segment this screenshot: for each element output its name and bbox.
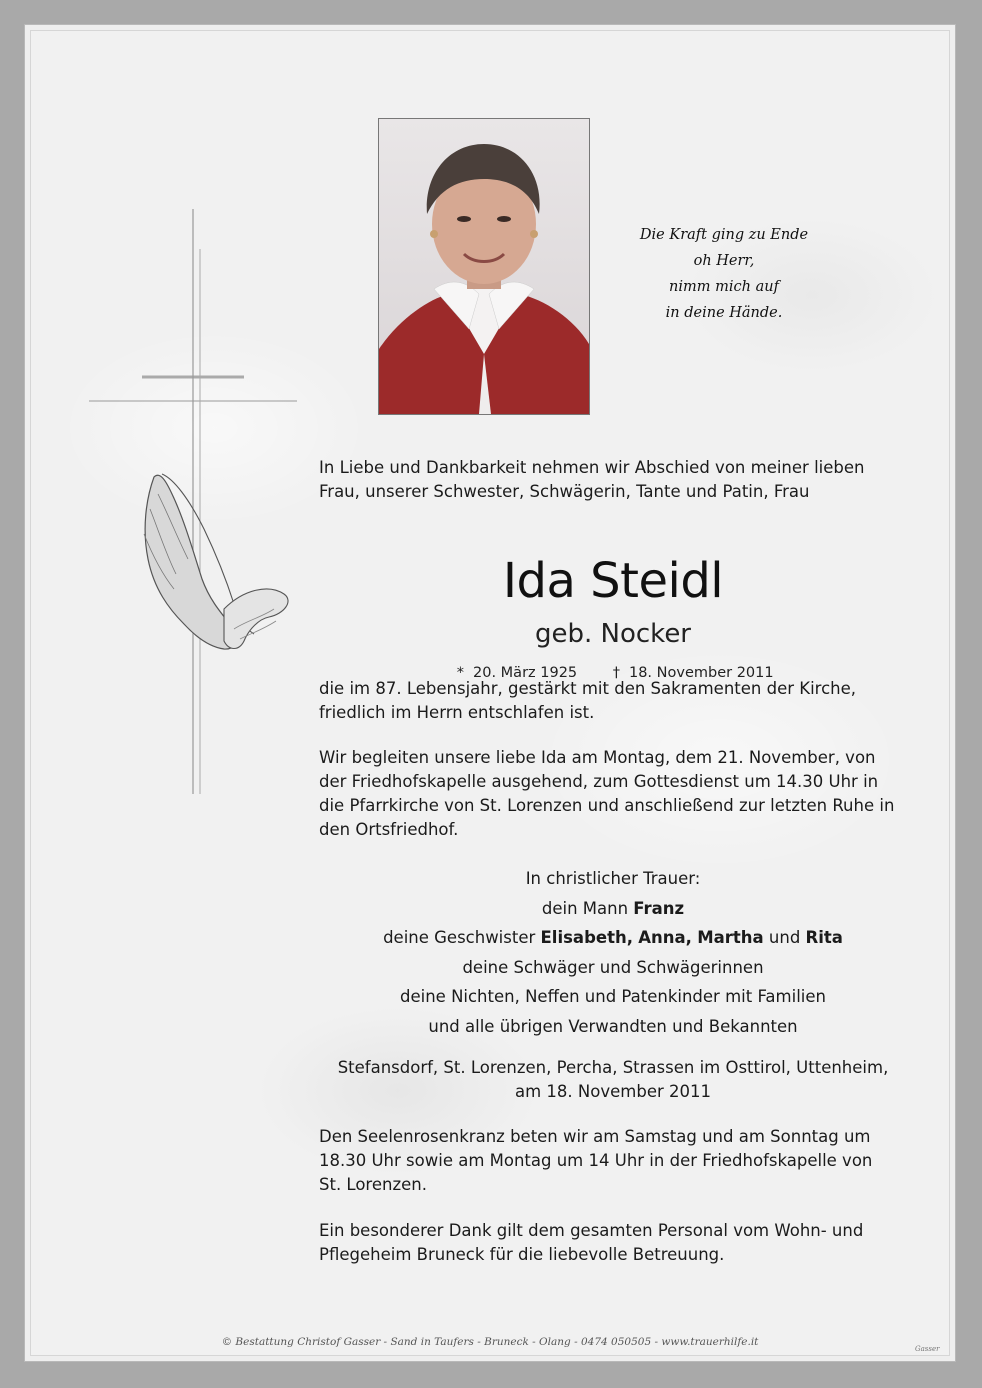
praying-hands-icon xyxy=(144,474,288,649)
sibling-name: Elisabeth xyxy=(540,928,627,947)
mourner-prefix: deine Geschwister xyxy=(383,928,536,947)
sibling-separator: , xyxy=(626,928,633,947)
birth-date: 20. März 1925 xyxy=(473,665,578,681)
place-line: Stefansdorf, St. Lorenzen, Percha, Strassen im Osttirol, Uttenheim, xyxy=(337,1058,889,1077)
paragraph-line: der Friedhofskapelle ausgehend, zum Gottesdienst um 14.30 Uhr in xyxy=(319,772,879,791)
place-date xyxy=(319,1056,907,1104)
paragraph-line: St. Lorenzen. xyxy=(319,1175,427,1194)
paragraph-line: die im 87. Lebensjahr, gestärkt mit den Sakramenten der Kirche, xyxy=(319,679,856,698)
motto-verse xyxy=(609,222,839,326)
footer-credit: © Bestattung Christof Gasser - Sand in Taufers - Bruneck - Olang - 0474 050505 - www.trauerhilfe.it xyxy=(221,1336,759,1348)
motto-line: in deine Hände. xyxy=(665,305,783,321)
thanks-paragraph xyxy=(319,1219,907,1267)
sibling-separator: , xyxy=(685,928,692,947)
deceased-name: Ida Steidl xyxy=(502,553,724,609)
date-line: am 18. November 2011 xyxy=(515,1082,711,1101)
birth-star-icon: * xyxy=(456,665,465,681)
sibling-name: Rita xyxy=(805,928,843,947)
paragraph-line: Ein besonderer Dank gilt dem gesamten Personal vom Wohn- und xyxy=(319,1221,864,1240)
mourner-line: und alle übrigen Verwandten und Bekannten xyxy=(428,1016,798,1036)
paragraph-line: Pflegeheim Bruneck für die liebevolle Betreuung. xyxy=(319,1245,725,1264)
cross-icon xyxy=(84,209,304,799)
motto-line: Die Kraft ging zu Ende xyxy=(639,227,809,243)
maker-mark: Gasser xyxy=(915,1345,940,1353)
motto-line: oh Herr, xyxy=(693,253,755,269)
portrait-photo xyxy=(379,119,589,414)
mourners-list xyxy=(319,864,907,1041)
mourner-line: deine Schwäger und Schwägerinnen xyxy=(462,957,764,977)
mourners-heading: In christlicher Trauer: xyxy=(525,869,701,888)
mourner-siblings xyxy=(319,923,907,953)
paragraph-line: die Pfarrkirche von St. Lorenzen und anschließend zur letzten Ruhe in xyxy=(319,796,895,815)
death-cross-icon: † xyxy=(612,665,620,681)
paragraph-line: den Ortsfriedhof. xyxy=(319,820,459,839)
paragraph-line: Wir begleiten unsere liebe Ida am Montag, dem 21. November, von xyxy=(319,748,876,767)
intro-line: Frau, unserer Schwester, Schwägerin, Tante und Patin, Frau xyxy=(319,482,810,501)
paragraph-line: 18.30 Uhr sowie am Montag um 14 Uhr in der Friedhofskapelle von xyxy=(319,1151,873,1170)
intro-paragraph xyxy=(319,456,907,504)
maiden-name: geb. Nocker xyxy=(535,619,691,649)
rosary-paragraph xyxy=(319,1125,907,1197)
mourner-husband xyxy=(319,894,907,924)
motto-line: nimm mich auf xyxy=(669,279,779,295)
mourner-prefix: dein Mann xyxy=(541,898,629,918)
conjunction: und xyxy=(768,928,801,947)
death-paragraph xyxy=(319,677,907,725)
obituary-page xyxy=(24,24,956,1362)
sibling-name: Anna xyxy=(638,928,686,947)
funeral-paragraph xyxy=(319,746,907,842)
husband-name: Franz xyxy=(633,898,685,918)
paragraph-line: friedlich im Herrn entschlafen ist. xyxy=(319,703,595,722)
death-date: 18. November 2011 xyxy=(628,665,774,681)
portrait-image xyxy=(379,119,589,414)
paragraph-line: Den Seelenrosenkranz beten wir am Samstag und am Sonntag um xyxy=(319,1127,871,1146)
mourner-line: deine Nichten, Neffen und Patenkinder mit Familien xyxy=(400,987,826,1006)
sibling-name: Martha xyxy=(697,928,764,947)
intro-line: In Liebe und Dankbarkeit nehmen wir Abschied von meiner lieben xyxy=(319,458,865,477)
